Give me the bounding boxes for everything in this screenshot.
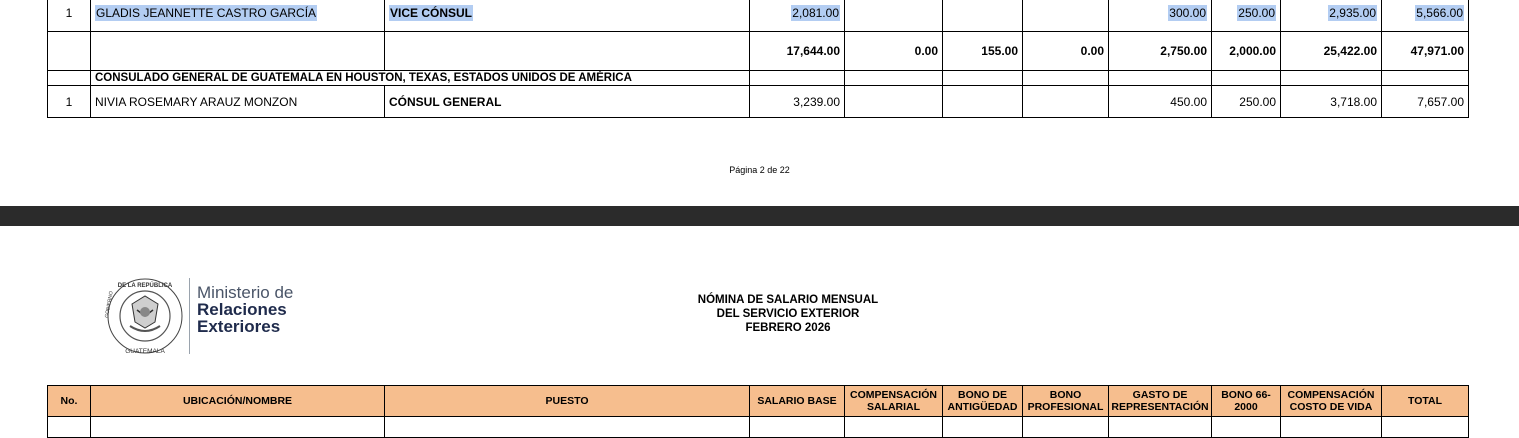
cell-name <box>91 32 385 71</box>
cell-antig <box>943 86 1023 118</box>
cell-total: 7,657.00 <box>1382 86 1469 118</box>
cell-costo: 25,422.00 <box>1281 32 1382 71</box>
cell-salario <box>750 0 845 32</box>
cell-total <box>1382 0 1469 32</box>
cell-name <box>91 0 385 32</box>
section-title: CONSULADO GENERAL DE GUATEMALA EN HOUSTON, TEXAS, ESTADOS UNIDOS DE AMÉRICA <box>91 71 750 86</box>
cell-puesto <box>385 0 750 32</box>
cell-empty <box>845 71 943 86</box>
cell-comp: 0.00 <box>845 32 943 71</box>
svg-text:GOBIERNO: GOBIERNO <box>104 290 115 319</box>
header-bono-66-2000: BONO 66- 2000 <box>1212 386 1281 417</box>
header-compensacion-salarial: COMPENSACIÓN SALARIAL <box>845 386 943 417</box>
selected-text[interactable]: 2,935.00 <box>1329 6 1376 20</box>
table-row <box>48 0 1469 32</box>
cell-comp <box>845 86 943 118</box>
selected-text[interactable]: 250.00 <box>1238 6 1275 20</box>
cell-comp <box>845 0 943 32</box>
cell-prof <box>1023 0 1109 32</box>
header-bono-antiguedad: BONO DE ANTIGÜEDAD <box>943 386 1023 417</box>
page-separator <box>0 206 1519 226</box>
cell-salario: 3,239.00 <box>750 86 845 118</box>
pdf-page-lower <box>0 226 1519 420</box>
title-line3: FEBRERO 2026 <box>745 322 831 334</box>
cell-empty <box>1382 71 1469 86</box>
header-ubicacion: UBICACIÓN/NOMBRE <box>91 386 385 417</box>
header-bono-profesional: BONO PROFESIONAL <box>1023 386 1109 417</box>
cell-prof: 0.00 <box>1023 32 1109 71</box>
cell-empty <box>1281 71 1382 86</box>
cell-prof <box>1023 86 1109 118</box>
header-gasto-representacion: GASTO DE REPRESENTACIÓN <box>1109 386 1212 417</box>
table-header-row <box>48 386 1469 417</box>
selected-text[interactable]: VICE CÓNSUL <box>390 6 473 20</box>
cell-costo <box>1281 0 1382 32</box>
ministry-line3: Exteriores <box>197 317 281 336</box>
cell-total: 47,971.00 <box>1382 32 1469 71</box>
ministry-line1: Ministerio de <box>197 283 294 302</box>
title-line2: DEL SERVICIO EXTERIOR <box>716 308 860 320</box>
cell-no: 1 <box>48 86 91 118</box>
cell-puesto <box>385 32 750 71</box>
header-total: TOTAL <box>1382 386 1469 417</box>
cell-salario: 17,644.00 <box>750 32 845 71</box>
cell-antig: 155.00 <box>943 32 1023 71</box>
svg-text:GUATEMALA: GUATEMALA <box>125 348 165 355</box>
payroll-table <box>47 385 1469 438</box>
selected-text[interactable]: 300.00 <box>1169 6 1206 20</box>
cell-costo: 3,718.00 <box>1281 86 1382 118</box>
cell-gasto: 450.00 <box>1109 86 1212 118</box>
cell-antig <box>943 0 1023 32</box>
cell-empty <box>943 71 1023 86</box>
table-row <box>48 86 1469 118</box>
page-number: Página 2 de 22 <box>729 165 790 175</box>
cell-gasto: 2,750.00 <box>1109 32 1212 71</box>
header-costo-vida: COMPENSACIÓN COSTO DE VIDA <box>1281 386 1382 417</box>
header-puesto: PUESTO <box>385 386 750 417</box>
table-row-section <box>48 71 1469 86</box>
header-no: No. <box>48 386 91 417</box>
header-salario: SALARIO BASE <box>750 386 845 417</box>
selected-text[interactable]: 2,081.00 <box>792 6 839 20</box>
ministry-line2: Relaciones <box>197 300 287 319</box>
cell-gasto <box>1109 0 1212 32</box>
selected-text[interactable]: 5,566.00 <box>1416 6 1463 20</box>
cell-bono <box>1212 0 1281 32</box>
cell-empty <box>1109 71 1212 86</box>
cell-bono: 250.00 <box>1212 86 1281 118</box>
cell-empty <box>1212 71 1281 86</box>
cell-bono: 2,000.00 <box>1212 32 1281 71</box>
table-row-subtotal <box>48 32 1469 71</box>
cell-empty <box>750 71 845 86</box>
svg-text:DE LA REPÚBLICA: DE LA REPÚBLICA <box>117 283 173 289</box>
cell-no <box>48 32 91 71</box>
payroll-table-continued <box>47 0 1469 118</box>
title-line1: NÓMINA DE SALARIO MENSUAL <box>697 294 879 306</box>
cell-empty <box>1023 71 1109 86</box>
cell-no: 1 <box>48 0 91 32</box>
selected-text[interactable]: GLADIS JEANNETTE CASTRO GARCÍA <box>96 6 317 20</box>
cell-no <box>48 71 91 86</box>
cell-name: NIVIA ROSEMARY ARAUZ MONZON <box>91 86 385 118</box>
cell-puesto: CÓNSUL GENERAL <box>385 86 750 118</box>
pdf-page-upper <box>0 0 1519 206</box>
